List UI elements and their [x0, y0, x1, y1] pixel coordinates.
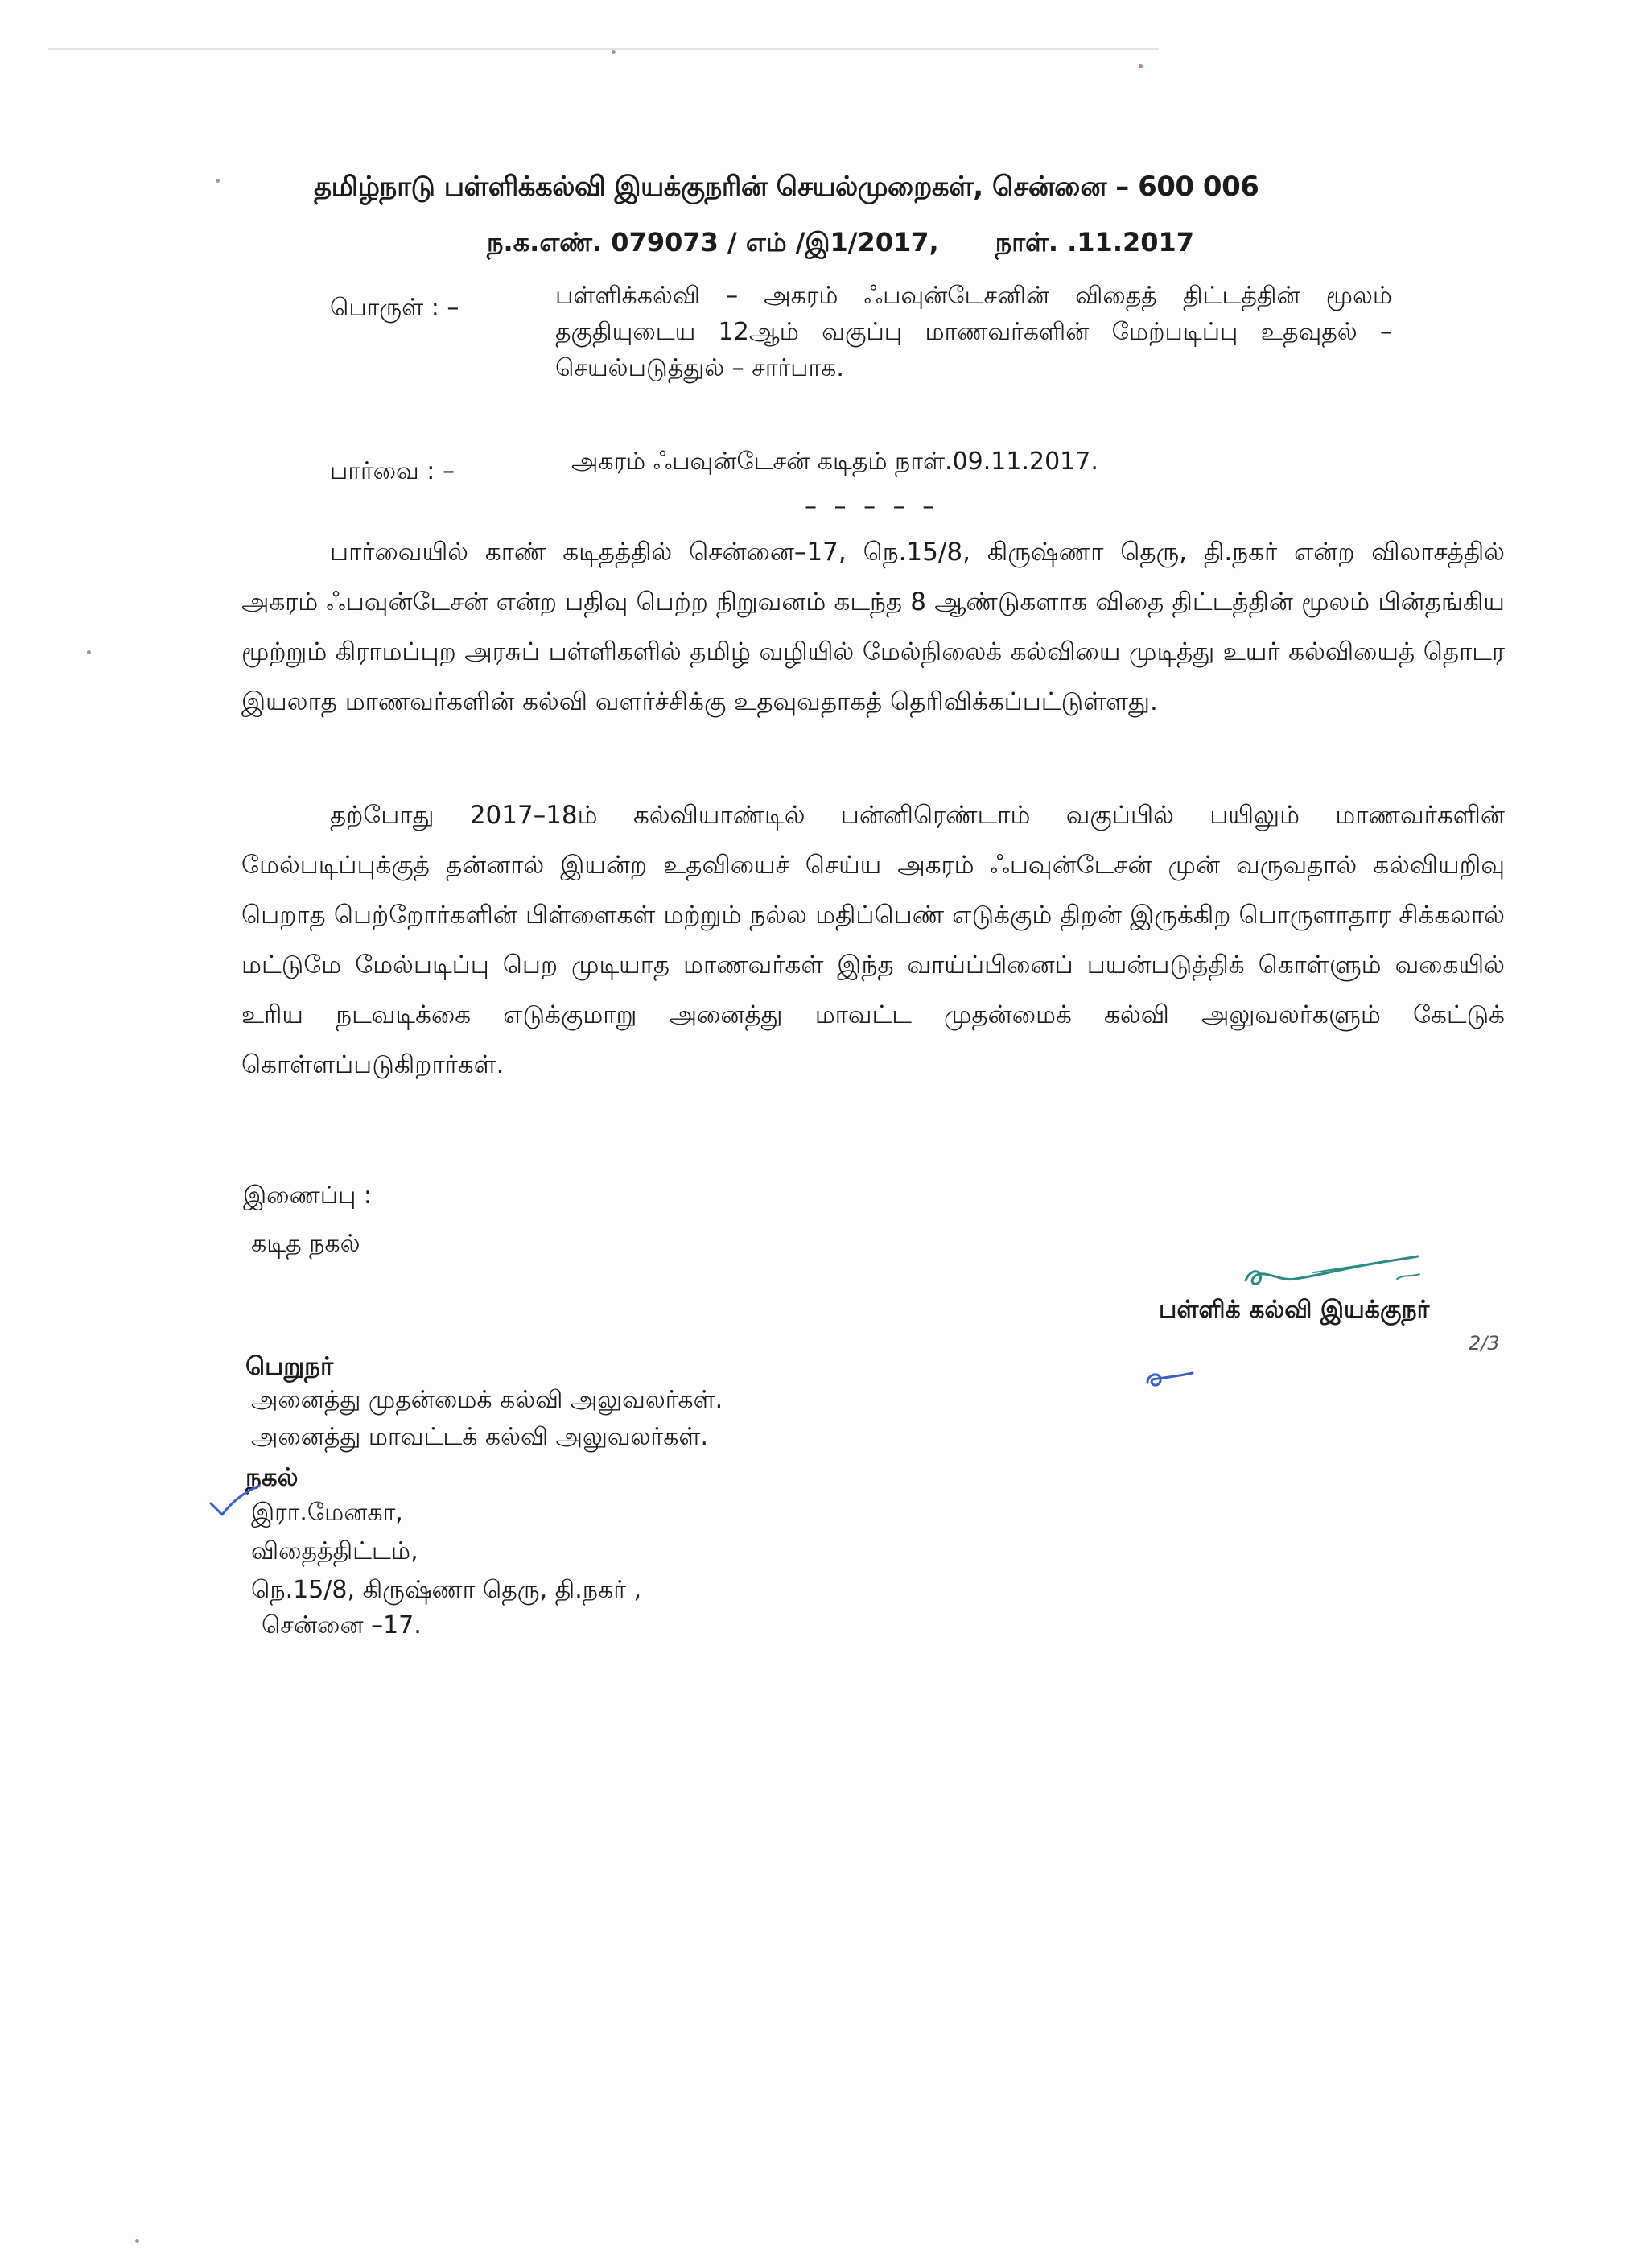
scan-speck	[612, 50, 616, 54]
issue-date: நாள். .11.2017	[995, 227, 1195, 258]
copy-address-line: நெ.15/8, கிருஷ்ணா தெரு, தி.நகர் ,	[251, 1576, 641, 1604]
scan-speck	[216, 179, 220, 183]
reference-number-line	[487, 227, 1194, 261]
copy-address-line: இரா.மேனகா,	[251, 1499, 403, 1527]
reference-number: ந.க.எண். 079073 / எம் /இ1/2017,	[487, 227, 939, 258]
enclosure-value: கடித நகல்	[251, 1230, 360, 1258]
recipient-item: அனைத்து முதன்மைக் கல்வி அலுவலர்கள்.	[251, 1386, 723, 1414]
scan-speck	[1139, 64, 1143, 68]
copy-address-line: விதைத்திட்டம்,	[251, 1537, 418, 1565]
copy-address-line: சென்னை –17.	[262, 1611, 422, 1639]
reference-label: பார்வை : –	[330, 457, 455, 485]
body-paragraph-1: பார்வையில் காண் கடிதத்தில் சென்னை–17, நெ.15/8, கிருஷ்ணா தெரு, தி.நகர் என்ற விலாசத்தில் அகரம் ஃபவுன்டேசன் என்ற பதிவு பெற்ற நிறுவனம் கடந்த 8 ஆண்டுகளாக விதை திட்டத்தின் மூலம் பின்தங்கிய மூற்றும் கிராமப்புற அரசுப் பள்ளிகளில் தமிழ் வழியில் மேல்நிலைக் கல்வியை முடித்து உயர் கல்வியைத் தொடர இயலாத மாணவர்களின் கல்வி வளர்ச்சிக்கு உதவுவதாகத் தெரிவிக்கப்பட்டுள்ளது.	[241, 538, 1505, 716]
scan-edge-line	[48, 48, 1159, 50]
recipient-item: அனைத்து மாவட்டக் கல்வி அலுவலர்கள்.	[251, 1423, 709, 1451]
subject-text: பள்ளிக்கல்வி – அகரம் ஃபவுன்டேசனின் விதைத் திட்டத்தின் மூலம் தகுதியுடைய 12ஆம் வகுப்பு மாணவர்களின் மேற்படிப்பு உதவுதல் – செயல்படுத்துல் – சார்பாக.	[555, 282, 1392, 382]
subject-label: பொருள் : –	[330, 294, 459, 322]
body-paragraph-2: தற்போது 2017–18ம் கல்வியாண்டில் பன்னிரெண்டாம் வகுப்பில் பயிலும் மாணவர்களின் மேல்படிப்புக்குத் தன்னால் இயன்ற உதவியைச் செய்ய அகரம் ஃபவுன்டேசன் முன் வருவதால் கல்வியறிவு பெறாத பெற்றோர்களின் பிள்ளைகள் மற்றும் நல்ல மதிப்பெண் எடுக்கும் திறன் இருக்கிற பொருளாதார சிக்கலால் மட்டுமே மேல்படிப்பு பெற முடியாத மாணவர்கள் இந்த வாய்ப்பினைப் பயன்படுத்திக் கொள்ளும் வகையில் உரிய நடவடிக்கை எடுக்குமாறு அனைத்து மாவட்ட முதன்மைக் கல்வி அலுவலர்களும் கேட்டுக் கொள்ளப்படுகிறார்கள்.	[241, 801, 1505, 1079]
page-mark: 2/3	[1469, 1332, 1500, 1355]
office-title: தமிழ்நாடு பள்ளிக்கல்வி இயக்குநரின் செயல்முறைகள், சென்னை – 600 006	[314, 171, 1259, 203]
scan-speck	[87, 650, 91, 654]
copy-label: நகல்	[245, 1463, 299, 1492]
ink-mark	[1143, 1362, 1199, 1394]
signatory-title: பள்ளிக் கல்வி இயக்குநர்	[1159, 1296, 1430, 1324]
reference-text: அகரம் ஃபவுன்டேசன் கடிதம் நாள்.09.11.2017.	[571, 447, 1098, 476]
recipients-label: பெறுநர்	[245, 1352, 334, 1381]
scan-speck	[135, 2239, 139, 2243]
section-separator: – – – – –	[805, 493, 940, 521]
enclosure-label: இணைப்பு :	[243, 1181, 373, 1210]
